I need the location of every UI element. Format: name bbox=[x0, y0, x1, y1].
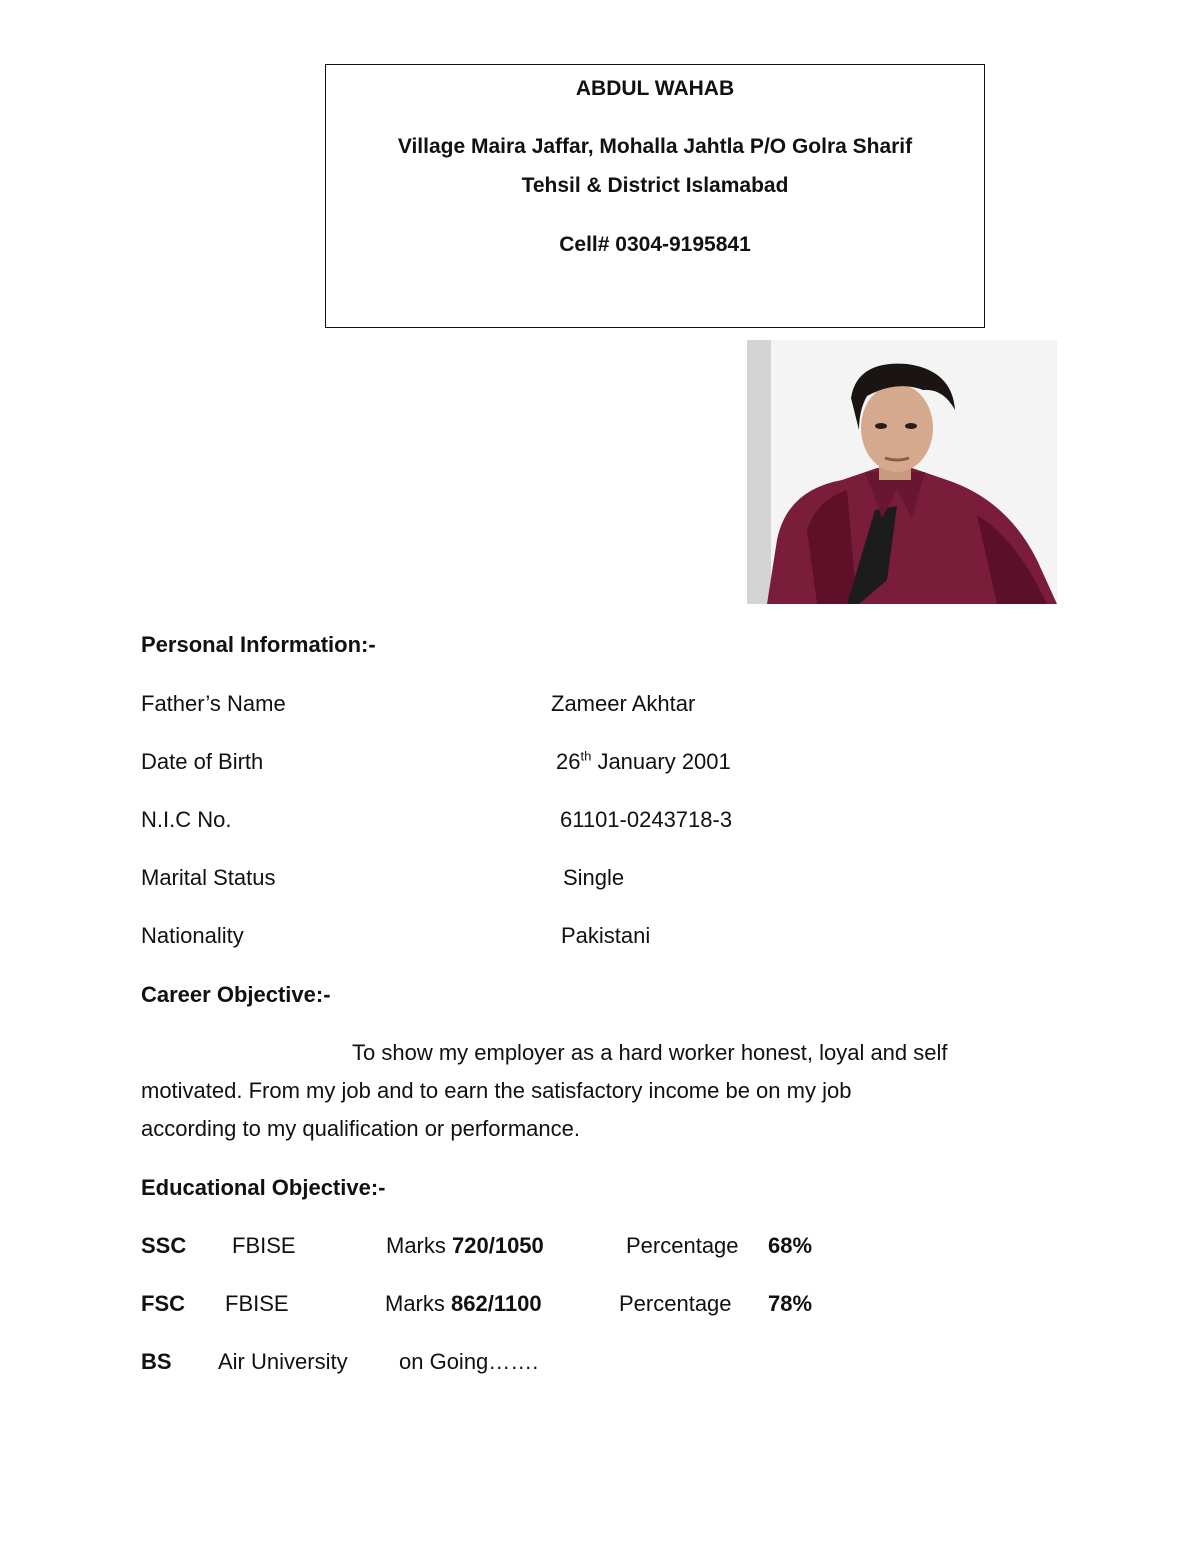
fathers-name-label: Father’s Name bbox=[141, 691, 286, 716]
dob-suffix: th bbox=[580, 748, 592, 764]
ssc-board: FBISE bbox=[232, 1233, 296, 1258]
nationality-value: Pakistani bbox=[561, 923, 651, 948]
dob-month-year: January 2001 bbox=[591, 749, 731, 774]
dob-label: Date of Birth bbox=[141, 749, 264, 774]
address-line-2: Tehsil & District Islamabad bbox=[521, 174, 789, 197]
dob-value bbox=[556, 749, 731, 775]
bs-status: on Going……. bbox=[399, 1349, 539, 1374]
fsc-percentage-label: Percentage bbox=[619, 1291, 732, 1316]
education-heading: Educational Objective:- bbox=[141, 1175, 386, 1200]
fsc-board: FBISE bbox=[225, 1291, 289, 1316]
career-objective-line-3: according to my qualification or performance. bbox=[141, 1116, 580, 1141]
ssc-marks-label: Marks bbox=[386, 1233, 446, 1258]
ssc-marks bbox=[386, 1233, 544, 1259]
career-objective-line-1: To show my employer as a hard worker honest, loyal and self bbox=[352, 1040, 948, 1065]
career-objective-line-2: motivated. From my job and to earn the satisfactory income be on my job bbox=[141, 1078, 852, 1103]
bs-institute: Air University bbox=[218, 1349, 348, 1374]
personal-info-heading: Personal Information:- bbox=[141, 632, 376, 657]
candidate-name: ABDUL WAHAB bbox=[575, 77, 735, 100]
fathers-name-value: Zameer Akhtar bbox=[551, 691, 696, 716]
dob-day: 26 bbox=[556, 749, 581, 774]
bs-level: BS bbox=[141, 1349, 172, 1374]
fsc-marks-value: 862/1100 bbox=[451, 1291, 542, 1316]
fsc-percentage-value: 78% bbox=[768, 1291, 813, 1316]
ssc-percentage-value: 68% bbox=[768, 1233, 813, 1258]
nic-label: N.I.C No. bbox=[141, 807, 232, 832]
fsc-level: FSC bbox=[141, 1291, 185, 1316]
fsc-marks-label: Marks bbox=[385, 1291, 445, 1316]
career-objective-heading: Career Objective:- bbox=[141, 982, 331, 1007]
fsc-marks bbox=[385, 1291, 542, 1317]
nationality-label: Nationality bbox=[141, 923, 244, 948]
address-line-1: Village Maira Jaffar, Mohalla Jahtla P/O Golra Sharif bbox=[397, 135, 913, 158]
cell-number: Cell# 0304-9195841 bbox=[559, 233, 751, 256]
marital-status-label: Marital Status bbox=[141, 865, 276, 890]
ssc-percentage-label: Percentage bbox=[626, 1233, 739, 1258]
marital-status-value: Single bbox=[563, 865, 625, 890]
nic-value: 61101-0243718-3 bbox=[560, 807, 733, 832]
profile-photo bbox=[747, 340, 1057, 604]
header-box bbox=[325, 64, 985, 328]
ssc-marks-value: 720/1050 bbox=[452, 1233, 544, 1258]
ssc-level: SSC bbox=[141, 1233, 187, 1258]
